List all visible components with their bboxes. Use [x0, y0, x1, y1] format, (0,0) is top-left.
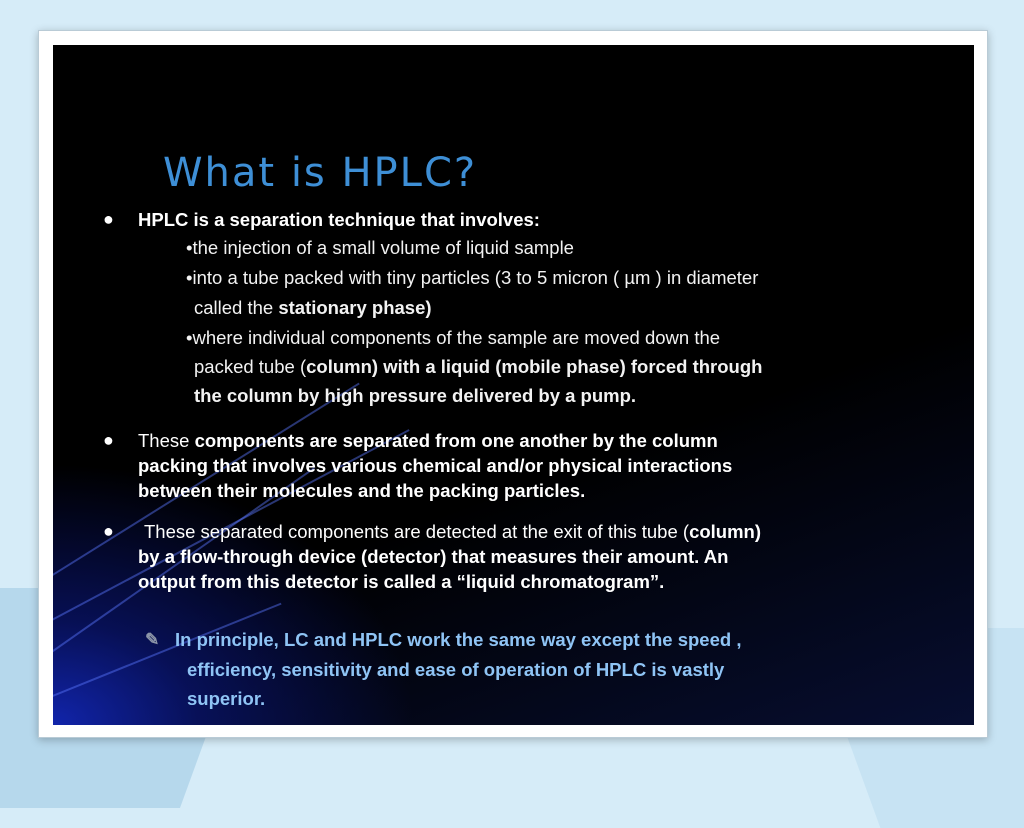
- slide-frame: [38, 30, 988, 738]
- bullet-dot: ●: [103, 430, 114, 450]
- principle-line-1: In principle, LC and HPLC work the same way except the speed ,: [175, 629, 742, 650]
- bullet-3-text: [144, 519, 944, 544]
- sub-2b-pre: called the: [194, 297, 279, 318]
- bullet-dot: ●: [103, 521, 114, 541]
- slide-title: What is HPLC?: [163, 150, 478, 196]
- slide: [53, 45, 974, 725]
- principle-line-2: efficiency, sensitivity and ease of operation of HPLC is vastly: [187, 658, 725, 680]
- bullet-1-sub-2a: •into a tube packed with tiny particles (3 to 5 micron ( µm ) in diameter: [186, 267, 759, 288]
- slide-content: [53, 45, 974, 725]
- bullet-2-text: [138, 428, 928, 503]
- sub-3b-bold: column) with a liquid (mobile phase) forced through: [306, 356, 763, 377]
- bullet-1-sub-1: •the injection of a small volume of liquid sample: [186, 237, 574, 258]
- bullet-3-line-3: output from this detector is called a “liquid chromatogram”.: [138, 571, 665, 592]
- pencil-icon: ✎: [145, 630, 160, 649]
- bullet-2-bold-b: packing that involves various chemical and/or physical interactions: [138, 455, 733, 476]
- principle-text: [175, 625, 915, 714]
- bullet-1-sub-2b: [194, 293, 924, 323]
- bullet-1-sub-3b: [194, 352, 924, 382]
- bullet-1-sub-3c: the column by high pressure delivered by a pump.: [194, 385, 637, 406]
- bullet-1-sub-3a: •where individual components of the sample are moved down the: [186, 327, 721, 348]
- bullet-2-bold-c: between their molecules and the packing particles.: [138, 480, 586, 501]
- principle-line-3: superior.: [187, 688, 266, 709]
- bullet-2-bold-a: components are separated from one another by the column: [194, 430, 718, 451]
- bullet-1-text: HPLC is a separation technique that involves:: [138, 209, 540, 230]
- sub-3b-pre: packed tube (: [194, 356, 307, 377]
- sub-2b-bold: stationary phase): [278, 297, 432, 318]
- bullet-3-line-2: by a flow-through device (detector) that measures their amount. An: [138, 546, 729, 567]
- bullet-2-pre: These: [138, 430, 195, 451]
- bullet-dot: ●: [103, 209, 114, 229]
- bullet-3-bold-a: column): [689, 521, 762, 542]
- bullet-3-pre: These separated components are detected at the exit of this tube (: [144, 521, 690, 542]
